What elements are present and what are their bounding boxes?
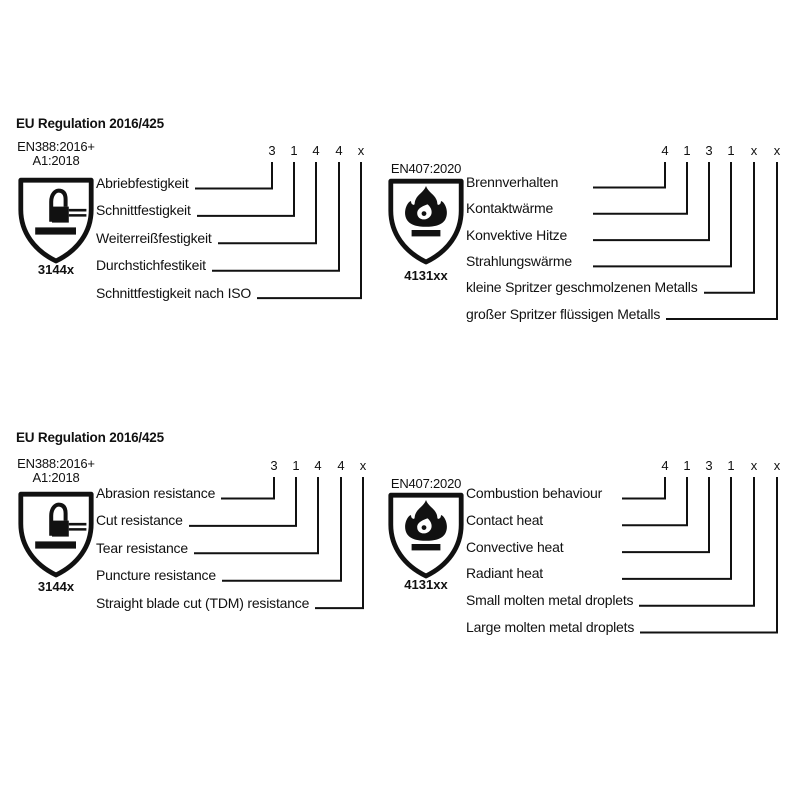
property-label: Durchstichfestikeit: [96, 257, 206, 274]
connector-line: [622, 477, 709, 552]
performance-digit: 4: [312, 143, 320, 158]
property-label: Convective heat: [466, 538, 564, 555]
property-label: Konvektive Hitze: [466, 226, 568, 243]
heat-flame-shield-icon: [386, 177, 466, 267]
mechanical-hazard-shield-icon: [16, 176, 96, 266]
heat-flame-shield-icon: [386, 491, 466, 581]
performance-digit: 4: [337, 458, 345, 473]
connector-line: [704, 162, 754, 293]
rating-code: 4131xx: [404, 577, 448, 592]
standard-code: A1:2018: [32, 470, 80, 485]
performance-digit: 4: [335, 143, 343, 158]
property-label: Combustion behaviour: [466, 485, 603, 501]
connector-line: [622, 477, 731, 579]
performance-digit: 3: [270, 458, 278, 473]
performance-digit: 4: [661, 143, 669, 158]
property-label: großer Spritzer flüssigen Metalls: [466, 305, 661, 322]
property-label: Brennverhalten: [466, 174, 559, 190]
performance-digit: x: [773, 458, 781, 473]
rating-code: 4131xx: [404, 268, 448, 283]
performance-digit: 1: [683, 143, 691, 158]
property-label: Schnittfestigkeit: [96, 202, 191, 219]
property-label: Contact heat: [466, 511, 543, 528]
standard-code: EN407:2020: [390, 161, 462, 176]
connector-line: [195, 162, 272, 189]
property-label: Tear resistance: [96, 539, 188, 556]
standard-code: EN388:2016+: [17, 139, 95, 154]
standard-code: EN407:2020: [390, 476, 462, 491]
standard-code: EN388:2016+: [17, 456, 95, 471]
rating-code: 3144x: [37, 579, 75, 594]
rating-code: 3144x: [37, 262, 75, 277]
connector-line: [593, 162, 687, 214]
connector-line: [315, 477, 363, 608]
connector-line: [593, 162, 709, 240]
property-label: kleine Spritzer geschmolzenen Metalls: [466, 279, 698, 296]
connector-line: [222, 477, 341, 581]
connector-line: [593, 162, 665, 188]
performance-digit: 1: [292, 458, 300, 473]
property-label: Small molten metal droplets: [466, 592, 634, 609]
performance-digit: x: [359, 458, 367, 473]
connector-line: [640, 477, 777, 633]
performance-digit: x: [750, 143, 758, 158]
connector-line: [212, 162, 339, 271]
performance-digit: 3: [268, 143, 276, 158]
performance-digit: 4: [661, 458, 669, 473]
connector-line: [639, 477, 754, 606]
connector-line: [257, 162, 361, 298]
performance-digit: 1: [727, 143, 735, 158]
standard-code: A1:2018: [32, 153, 80, 168]
property-label: Abrasion resistance: [96, 485, 216, 501]
property-label: Puncture resistance: [96, 567, 216, 584]
performance-digit: 1: [290, 143, 298, 158]
property-label: Radiant heat: [466, 565, 543, 582]
connector-line: [218, 162, 316, 243]
mechanical-hazard-shield-icon: [16, 490, 96, 580]
performance-digit: x: [773, 143, 781, 158]
connector-line: [622, 477, 687, 525]
performance-digit: 4: [314, 458, 322, 473]
connector-line: [622, 477, 665, 499]
performance-digit: x: [750, 458, 758, 473]
property-label: Kontaktwärme: [466, 200, 554, 217]
performance-digit: 1: [683, 458, 691, 473]
performance-digit: 3: [705, 143, 713, 158]
performance-digit: 3: [705, 458, 713, 473]
regulation-title: EU Regulation 2016/425: [16, 430, 164, 445]
property-label: Weiterreißfestigkeit: [96, 229, 212, 246]
property-label: Large molten metal droplets: [466, 619, 635, 635]
connector-line: [221, 477, 274, 499]
connector-line: [593, 162, 731, 266]
performance-digit: 1: [727, 458, 735, 473]
property-label: Strahlungswärme: [466, 252, 572, 269]
regulation-title: EU Regulation 2016/425: [16, 116, 164, 131]
property-label: Cut resistance: [96, 512, 183, 529]
property-label: Schnittfestigkeit nach ISO: [96, 284, 252, 301]
property-label: Abriebfestigkeit: [96, 175, 189, 191]
connector-line: [197, 162, 294, 216]
property-label: Straight blade cut (TDM) resistance: [96, 594, 310, 611]
performance-digit: x: [357, 143, 365, 158]
